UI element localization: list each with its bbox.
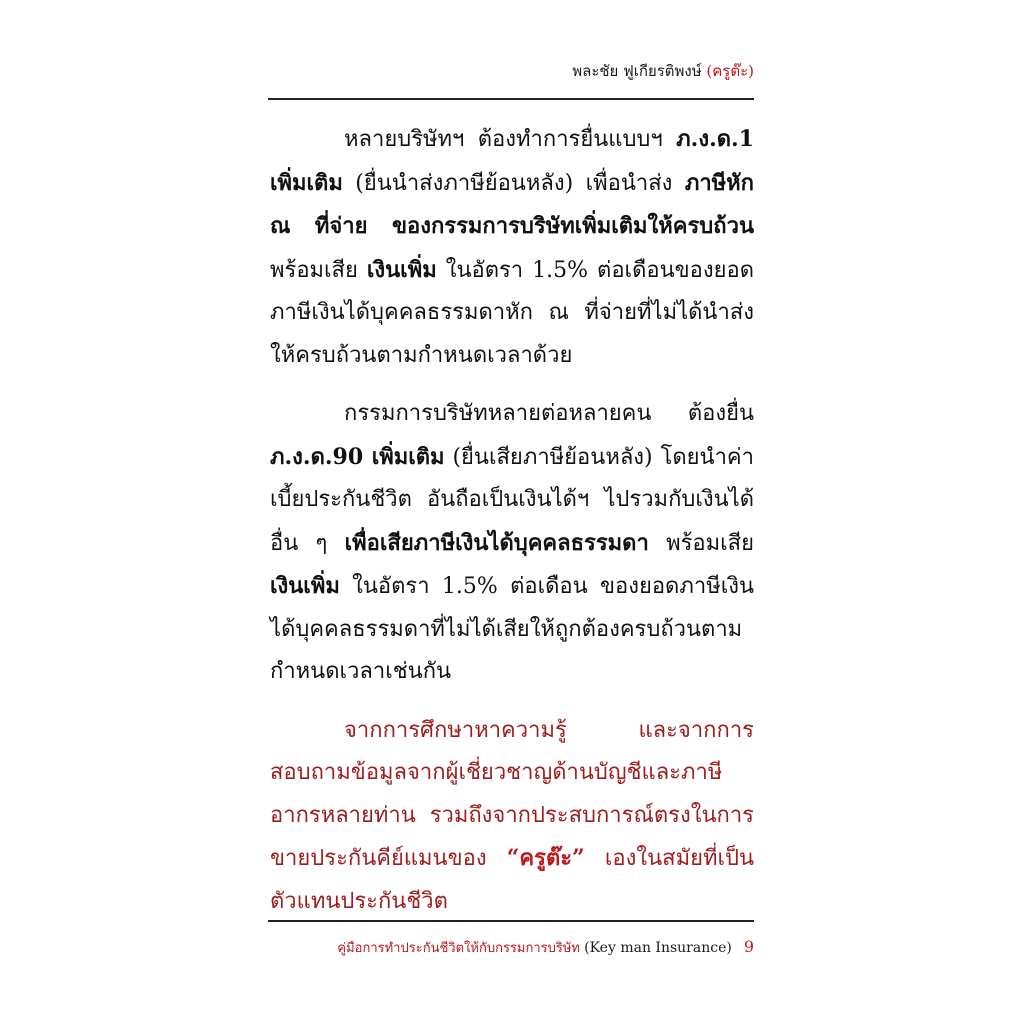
paragraph-3-highlight	[270, 710, 754, 924]
paragraph-3-text-2: เองในสมัยที่เป็นตัวแทนประกันชีวิต	[270, 846, 754, 914]
paragraph-3-text-1: จากการศึกษาหาความรู้ และจากการสอบถามข้อมูลจากผู้เชี่ยวชาญด้านบัญชีและภาษีอากรหลายท่าน รวมถึงจากประสบการณ์ตรงในการขายประกันคีย์แมนของ	[270, 717, 754, 871]
paragraph-2-bold-1: ภ.ง.ด.90 เพิ่มเติม	[270, 443, 445, 470]
paragraph-2	[270, 393, 754, 694]
paragraph-1-text-4: ในอัตรา 1.5% ต่อเดือนของยอดภาษีเงินได้บุคคลธรรมดาหัก ณ ที่จ่ายที่ไม่ได้นำส่งให้ครบถ้วนตามกำหนดเวลาด้วย	[270, 257, 754, 368]
running-header	[268, 60, 754, 82]
footer-book-title: คู่มือการทำประกันชีวิตให้กับกรรมการบริษัท	[337, 941, 585, 956]
paragraph-1-bold-1: ภ.ง.ด.1 เพิ่มเติม	[270, 126, 754, 196]
paragraph-3-bold-nickname: “ครูต๊ะ”	[506, 845, 585, 871]
paragraph-2-text-4: ในอัตรา 1.5% ต่อเดือน ของยอดภาษีเงินได้บุคคลธรรมดาที่ไม่ได้เสียให้ถูกต้องครบถ้วนตามกำหนดเวลาเช่นกัน	[270, 574, 754, 684]
paragraph-1-bold-3: เงินเพิ่ม	[366, 256, 437, 283]
paragraph-2-text-1: กรรมการบริษัทหลายต่อหลายคน ต้องยื่น	[344, 401, 754, 426]
header-divider	[268, 98, 754, 100]
footer-subtitle: (Key man Insurance)	[584, 940, 732, 956]
paragraph-2-bold-2: เพื่อเสียภาษีเงินได้บุคคลธรรมดา	[344, 529, 649, 556]
paragraph-2-text-2: (ยื่นเสียภาษีย้อนหลัง) โดยนำค่าเบี้ยประกันชีวิต อันถือเป็นเงินได้ฯ ไปรวมกับเงินได้อื่น ๆ	[270, 444, 754, 556]
body-text	[270, 118, 754, 939]
paragraph-2-text-3: พร้อมเสีย	[648, 530, 754, 556]
paragraph-1-bold-2: ภาษีหัก ณ ที่จ่าย ของกรรมการบริษัทเพิ่มเติมให้ครบถ้วน	[270, 169, 754, 239]
paragraph-2-bold-3: เงินเพิ่ม	[270, 573, 340, 599]
page-number: 9	[743, 937, 754, 956]
paragraph-1-text-3: พร้อมเสีย	[270, 257, 367, 283]
paragraph-1-text-1: หลายบริษัทฯ ต้องทำการยื่นแบบฯ	[344, 127, 677, 152]
paragraph-1-text-2: (ยื่นนำส่งภาษีย้อนหลัง) เพื่อนำส่ง	[342, 170, 685, 196]
header-author: พละชัย ฟูเกียรติพงษ์	[572, 62, 707, 80]
header-nickname: (ครูต๊ะ)	[706, 62, 754, 80]
footer-divider	[268, 920, 754, 922]
running-footer	[268, 936, 754, 960]
paragraph-1	[270, 118, 754, 377]
